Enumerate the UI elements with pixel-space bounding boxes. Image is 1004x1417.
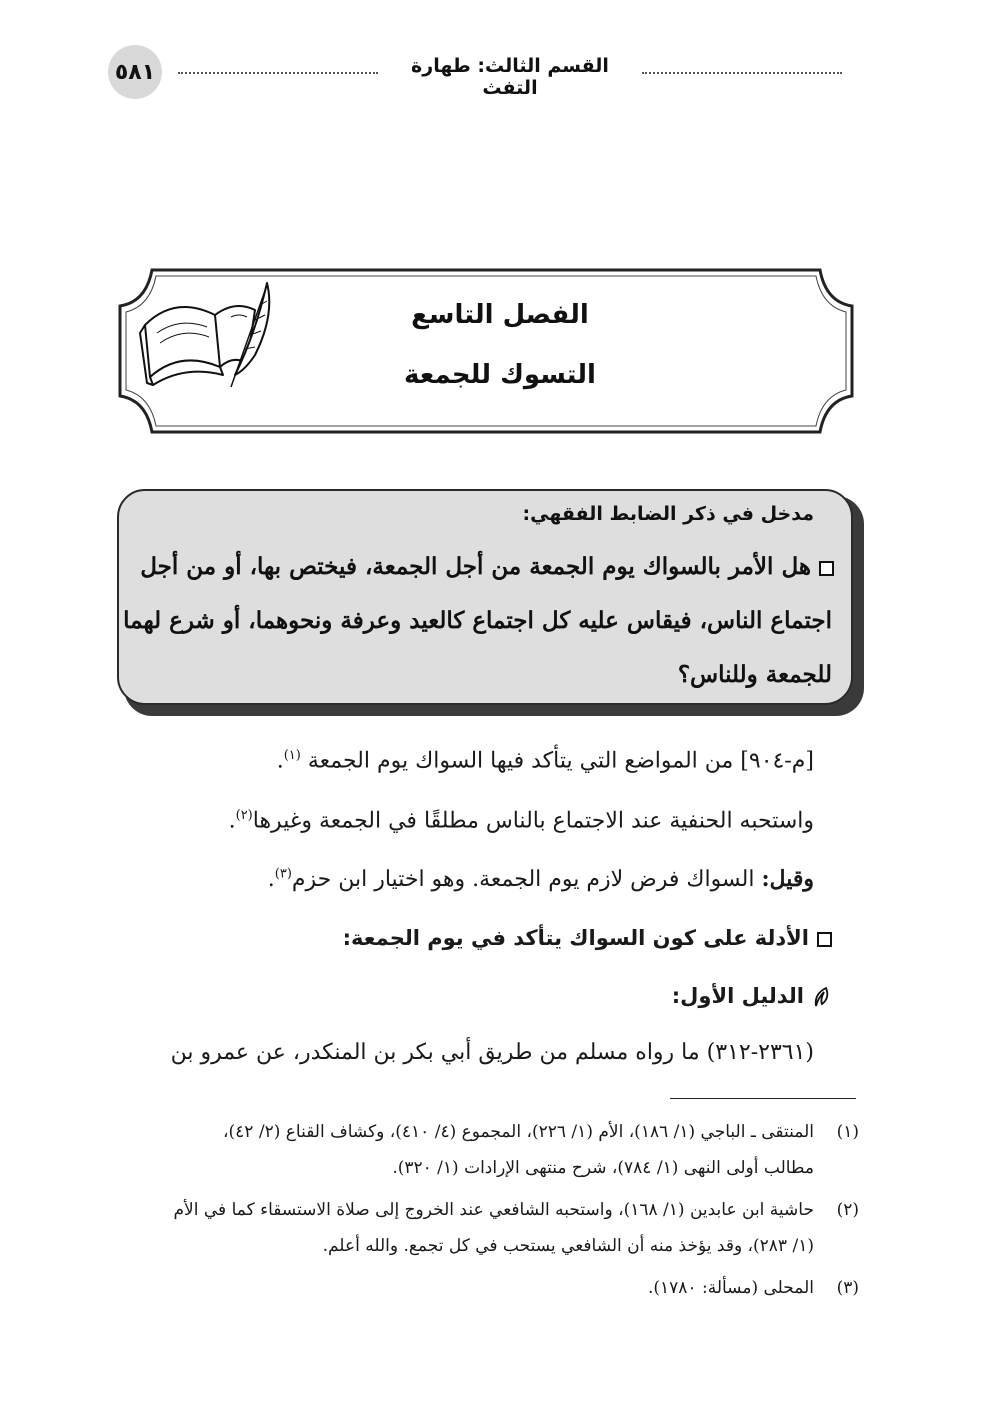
footnote-2-line-1: حاشية ابن عابدين (١/ ١٦٨)، واستحبه الشافعي عند الخروج إلى صلاة الاستسقاء كما في الأم	[173, 1200, 814, 1220]
footnote-1-line-1: المنتقى ـ الباجي (١/ ١٨٦)، الأم (١/ ٢٢٦)، المجموع (٤/ ٤١٠)، وكشاف القناع (٢/ ٤٢)،	[223, 1122, 814, 1142]
checkbox-icon	[817, 932, 832, 947]
hadith-line: (٢٣٦١-٣١٢) ما رواه مسلم من طريق أبي بكر بن المنكدر، عن عمرو بن	[170, 1040, 814, 1065]
footnote-1-line-2: مطالب أولى النهى (١/ ٧٨٤)، شرح منتهى الإرادات (١/ ٣٢٠).	[392, 1158, 814, 1178]
footnote-ref-1: (١)	[283, 748, 301, 763]
paragraph-2: واستحبه الحنفية عند الاجتماع بالناس مطلقًا في الجمعة وغيرها$^{(٢)}$.	[228, 808, 814, 834]
footnote-separator	[670, 1098, 856, 1099]
book-quill-icon	[135, 275, 277, 395]
chapter-title: التسوك للجمعة	[404, 360, 596, 390]
intro-question-line-1: هل الأمر بالسواك يوم الجمعة من أجل الجمعة، فيختص بها، أو من أجل	[140, 553, 834, 580]
footnote-ref-2: (٢)	[235, 808, 253, 823]
intro-question-line-2: اجتماع الناس، فيقاس عليه كل اجتماع كالعيد وعرفة ونحوهما، أو شرع لهما	[123, 607, 832, 634]
running-title: القسم الثالث: طهارة التفث	[411, 55, 609, 99]
footnote-3-line-1: المحلى (مسألة: ١٧٨٠).	[648, 1278, 814, 1298]
footnote-2-number: (٢)	[836, 1200, 859, 1220]
leaf-bullet-icon	[812, 986, 832, 1008]
first-evidence-heading: الدليل الأول:	[672, 984, 832, 1008]
evidence-heading: الأدلة على كون السواك يتأكد في يوم الجمعة:	[343, 926, 832, 950]
chapter-number: الفصل التاسع	[411, 300, 589, 330]
footnote-2-line-2: (١/ ٢٨٣)، وقد يؤخذ منه أن الشافعي يستحب في كل تجمع. والله أعلم.	[322, 1236, 814, 1256]
paragraph-3: وقيل: السواك فرض لازم يوم الجمعة. وهو اختيار ابن حزم$^{(٣)}$.	[267, 866, 814, 892]
header-dotted-rule-left	[178, 72, 378, 74]
intro-question-line-3: للجمعة وللناس؟	[677, 661, 832, 688]
footnote-3-number: (٣)	[836, 1278, 859, 1298]
footnote-ref-3: (٣)	[274, 866, 292, 882]
intro-heading: مدخل في ذكر الضابط الفقهي:	[522, 503, 814, 525]
header-dotted-rule-right	[642, 72, 842, 74]
checkbox-icon	[819, 561, 834, 576]
page-number: ٥٨١	[108, 45, 162, 99]
footnote-1-number: (١)	[836, 1122, 859, 1142]
paragraph-1: [م-٩٠٤] من المواضع التي يتأكد فيها السواك يوم الجمعة $^{(١)}$.	[276, 748, 814, 774]
